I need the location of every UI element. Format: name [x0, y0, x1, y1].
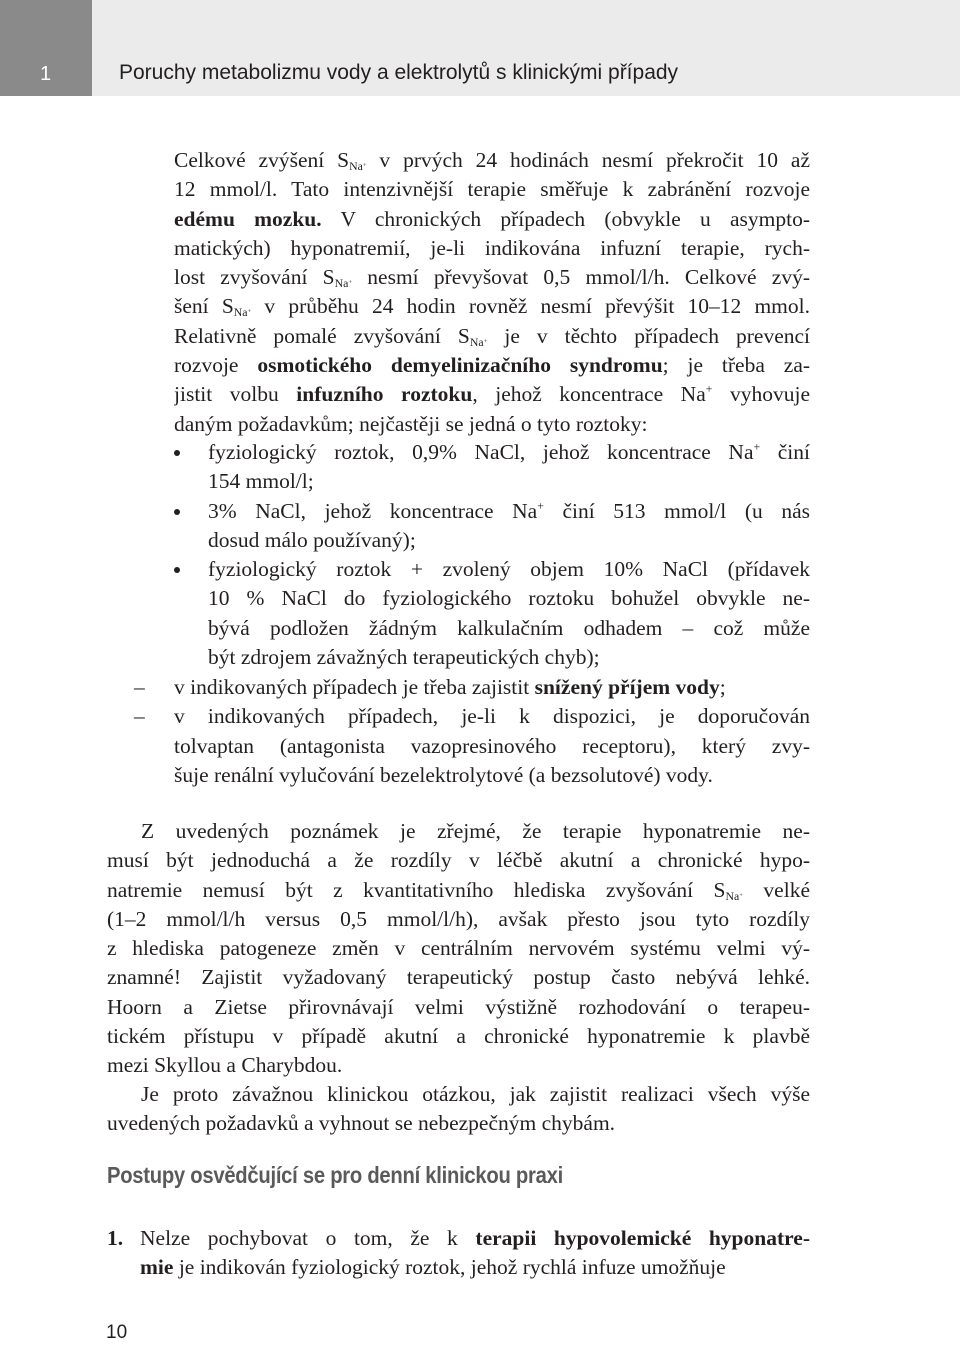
bold-term: mie — [140, 1255, 174, 1280]
text-run: natremie nemusí být z kvantitativního hlediska zvyšování S — [107, 877, 726, 902]
text-line: uvedených požadavků a vyhnout se nebezpečným chybám. — [107, 1111, 616, 1136]
text-line: z hlediska patogeneze změn v centrálním nervovém systému velmi vý- — [107, 936, 810, 961]
text-line: být zdrojem závažných terapeutických chyb); — [208, 645, 600, 670]
text-run: je v těchto případech prevencí — [487, 323, 810, 348]
bullet-icon — [174, 450, 180, 456]
text-line — [208, 497, 810, 526]
text-run: Na — [725, 888, 740, 903]
text-run: nesmí převyšovat 0,5 mmol/l/h. Celkové zvý- — [352, 265, 810, 290]
superscript-plus: + — [362, 162, 367, 170]
text-line — [174, 263, 810, 292]
text-run: rozvoje — [174, 353, 258, 378]
text-line: mezi Skyllou a Charybdou. — [107, 1053, 343, 1078]
text-run: v indikovaných případech je třeba zajistit — [174, 675, 535, 699]
list-item — [134, 702, 810, 790]
text-run: v průběhu 24 hodin rovněž nesmí převýšit 10–12 mmol. — [251, 294, 810, 319]
text-run: Na — [469, 334, 484, 349]
item-body — [107, 1224, 810, 1283]
superscript-plus: + — [483, 337, 488, 345]
text-run: Na — [334, 276, 349, 291]
text-run: 3% NaCl, jehož koncentrace Na — [208, 498, 538, 523]
text-line — [208, 438, 810, 467]
superscript-plus: + — [348, 279, 353, 287]
text-line: (1–2 mmol/l/h versus 0,5 mmol/l/h), avšak přesto jsou tyto rozdíly — [107, 906, 810, 931]
main-paragraph — [174, 146, 810, 439]
item-number: 1. — [107, 1226, 124, 1250]
text-line — [174, 292, 810, 321]
text-line: 154 mmol/l; — [208, 469, 314, 494]
dash-marker: – — [134, 704, 145, 729]
text-line — [174, 380, 810, 409]
text-line — [174, 673, 810, 702]
bold-term: infuzního roztoku — [296, 382, 473, 407]
chapter-number: 1 — [40, 63, 52, 85]
chapter-number-tab — [0, 0, 92, 96]
text-run: , jehož koncentrace Na — [472, 382, 706, 407]
list-item — [174, 497, 810, 556]
text-run: Nelze pochybovat o tom, že k — [140, 1226, 476, 1250]
bold-term: osmotického demyelinizačního syndromu — [257, 353, 663, 378]
text-line: šuje renální vylučování bezelektrolytové (a bezsolutové) vody. — [174, 762, 713, 787]
list-item — [134, 673, 810, 702]
text-run: ; je třeba za- — [662, 353, 810, 378]
text-run: šení S — [174, 294, 234, 319]
text-run: V chronických případech (obvykle u asympto- — [321, 206, 810, 231]
text-line: daným požadavkům; nejčastěji se jedná o tyto roztoky: — [174, 411, 648, 436]
text-line — [140, 1224, 810, 1253]
bullet-icon — [174, 567, 180, 573]
text-line: bývá podložen žádným kalkulačním odhadem – což může — [208, 615, 810, 640]
text-run: činí 513 mmol/l (u nás — [543, 498, 810, 523]
text-line — [174, 351, 810, 380]
text-run: ; — [719, 675, 726, 699]
text-run: vyhovuje — [712, 382, 810, 407]
dash-marker: – — [134, 675, 145, 699]
text-line: fyziologický roztok + zvolený objem 10% NaCl (přídavek — [208, 557, 810, 582]
text-line: matických) hyponatremií, je-li indikována infuzní terapie, rych- — [174, 235, 810, 260]
question-paragraph — [107, 1080, 810, 1139]
subscript-na — [349, 159, 366, 173]
superscript-plus: + — [753, 439, 761, 454]
subscript-na — [726, 889, 743, 903]
subscript-na — [335, 276, 352, 290]
bold-term: snížený příjem vody — [534, 675, 720, 699]
text-run: činí — [760, 440, 810, 464]
bold-term: edému mozku. — [174, 206, 322, 231]
text-line: Z uvedených poznámek je zřejmé, že terapie hyponatremie ne- — [141, 819, 810, 843]
subscript-na — [234, 305, 251, 319]
chapter-title: Poruchy metabolizmu vody a elektrolytů s klinickými případy — [119, 61, 679, 84]
superscript-plus: + — [705, 382, 713, 397]
text-run: Celkové zvýšení S — [174, 148, 350, 172]
text-line: 12 mmol/l. Tato intenzivnější terapie směřuje k zabránění rozvoje — [174, 177, 810, 202]
text-line: v indikovaných případech, je-li k dispozici, je doporučován — [174, 704, 810, 729]
list-item — [174, 438, 810, 497]
text-line: tickém přístupu v případě akutní a chronické hyponatremie k plavbě — [107, 1024, 810, 1049]
text-line: 10 % NaCl do fyziologického roztoku bohužel obvykle ne- — [208, 586, 810, 611]
text-line — [174, 146, 810, 175]
bullet-icon — [174, 509, 180, 515]
bold-term: terapii hypovolemické hyponatre- — [475, 1226, 810, 1250]
text-line — [107, 876, 810, 905]
text-line: znamné! Zajistit vyžadovaný terapeutický postup často nebývá lehké. — [107, 965, 810, 990]
text-line: Hoorn a Zietse přirovnávají velmi výstižně rozhodování o terapeu- — [107, 994, 810, 1019]
text-run: lost zvyšování S — [174, 265, 335, 290]
text-line: musí být jednoduchá a že rozdíly v léčbě akutní a chronické hypo- — [107, 848, 810, 873]
text-line — [140, 1253, 810, 1282]
text-line: tolvaptan (antagonista vazopresinového receptoru), který zvy- — [174, 733, 810, 758]
summary-paragraph — [107, 817, 810, 1081]
text-line — [174, 205, 810, 234]
numbered-item — [107, 1224, 810, 1283]
superscript-plus: + — [247, 308, 252, 316]
text-line — [174, 322, 810, 351]
text-run: Na — [349, 158, 363, 173]
superscript-plus: + — [537, 498, 544, 513]
superscript-plus: + — [739, 891, 743, 899]
text-run: je indikován fyziologický roztok, jehož rychlá infuze umožňuje — [173, 1255, 726, 1280]
section-heading: Postupy osvědčující se pro denní klinickou praxi — [107, 1162, 563, 1188]
subscript-na — [470, 335, 487, 349]
text-run: jistit volbu — [174, 382, 297, 407]
solution-bullet-list — [174, 438, 810, 672]
header-band — [0, 0, 960, 96]
text-line: Je proto závažnou klinickou otázkou, jak zajistit realizaci všech výše — [141, 1082, 810, 1106]
dash-list — [134, 673, 810, 790]
text-run: Relativně pomalé zvyšování S — [174, 323, 470, 348]
list-item — [174, 555, 810, 672]
page-number: 10 — [106, 1322, 128, 1343]
text-run: fyziologický roztok, 0,9% NaCl, jehož koncentrace Na — [208, 440, 754, 464]
text-run: Na — [233, 305, 248, 320]
text-line: dosud málo používaný); — [208, 527, 416, 552]
text-run: velké — [742, 877, 810, 902]
text-run: v prvých 24 hodinách nesmí překročit 10 až — [366, 148, 810, 172]
